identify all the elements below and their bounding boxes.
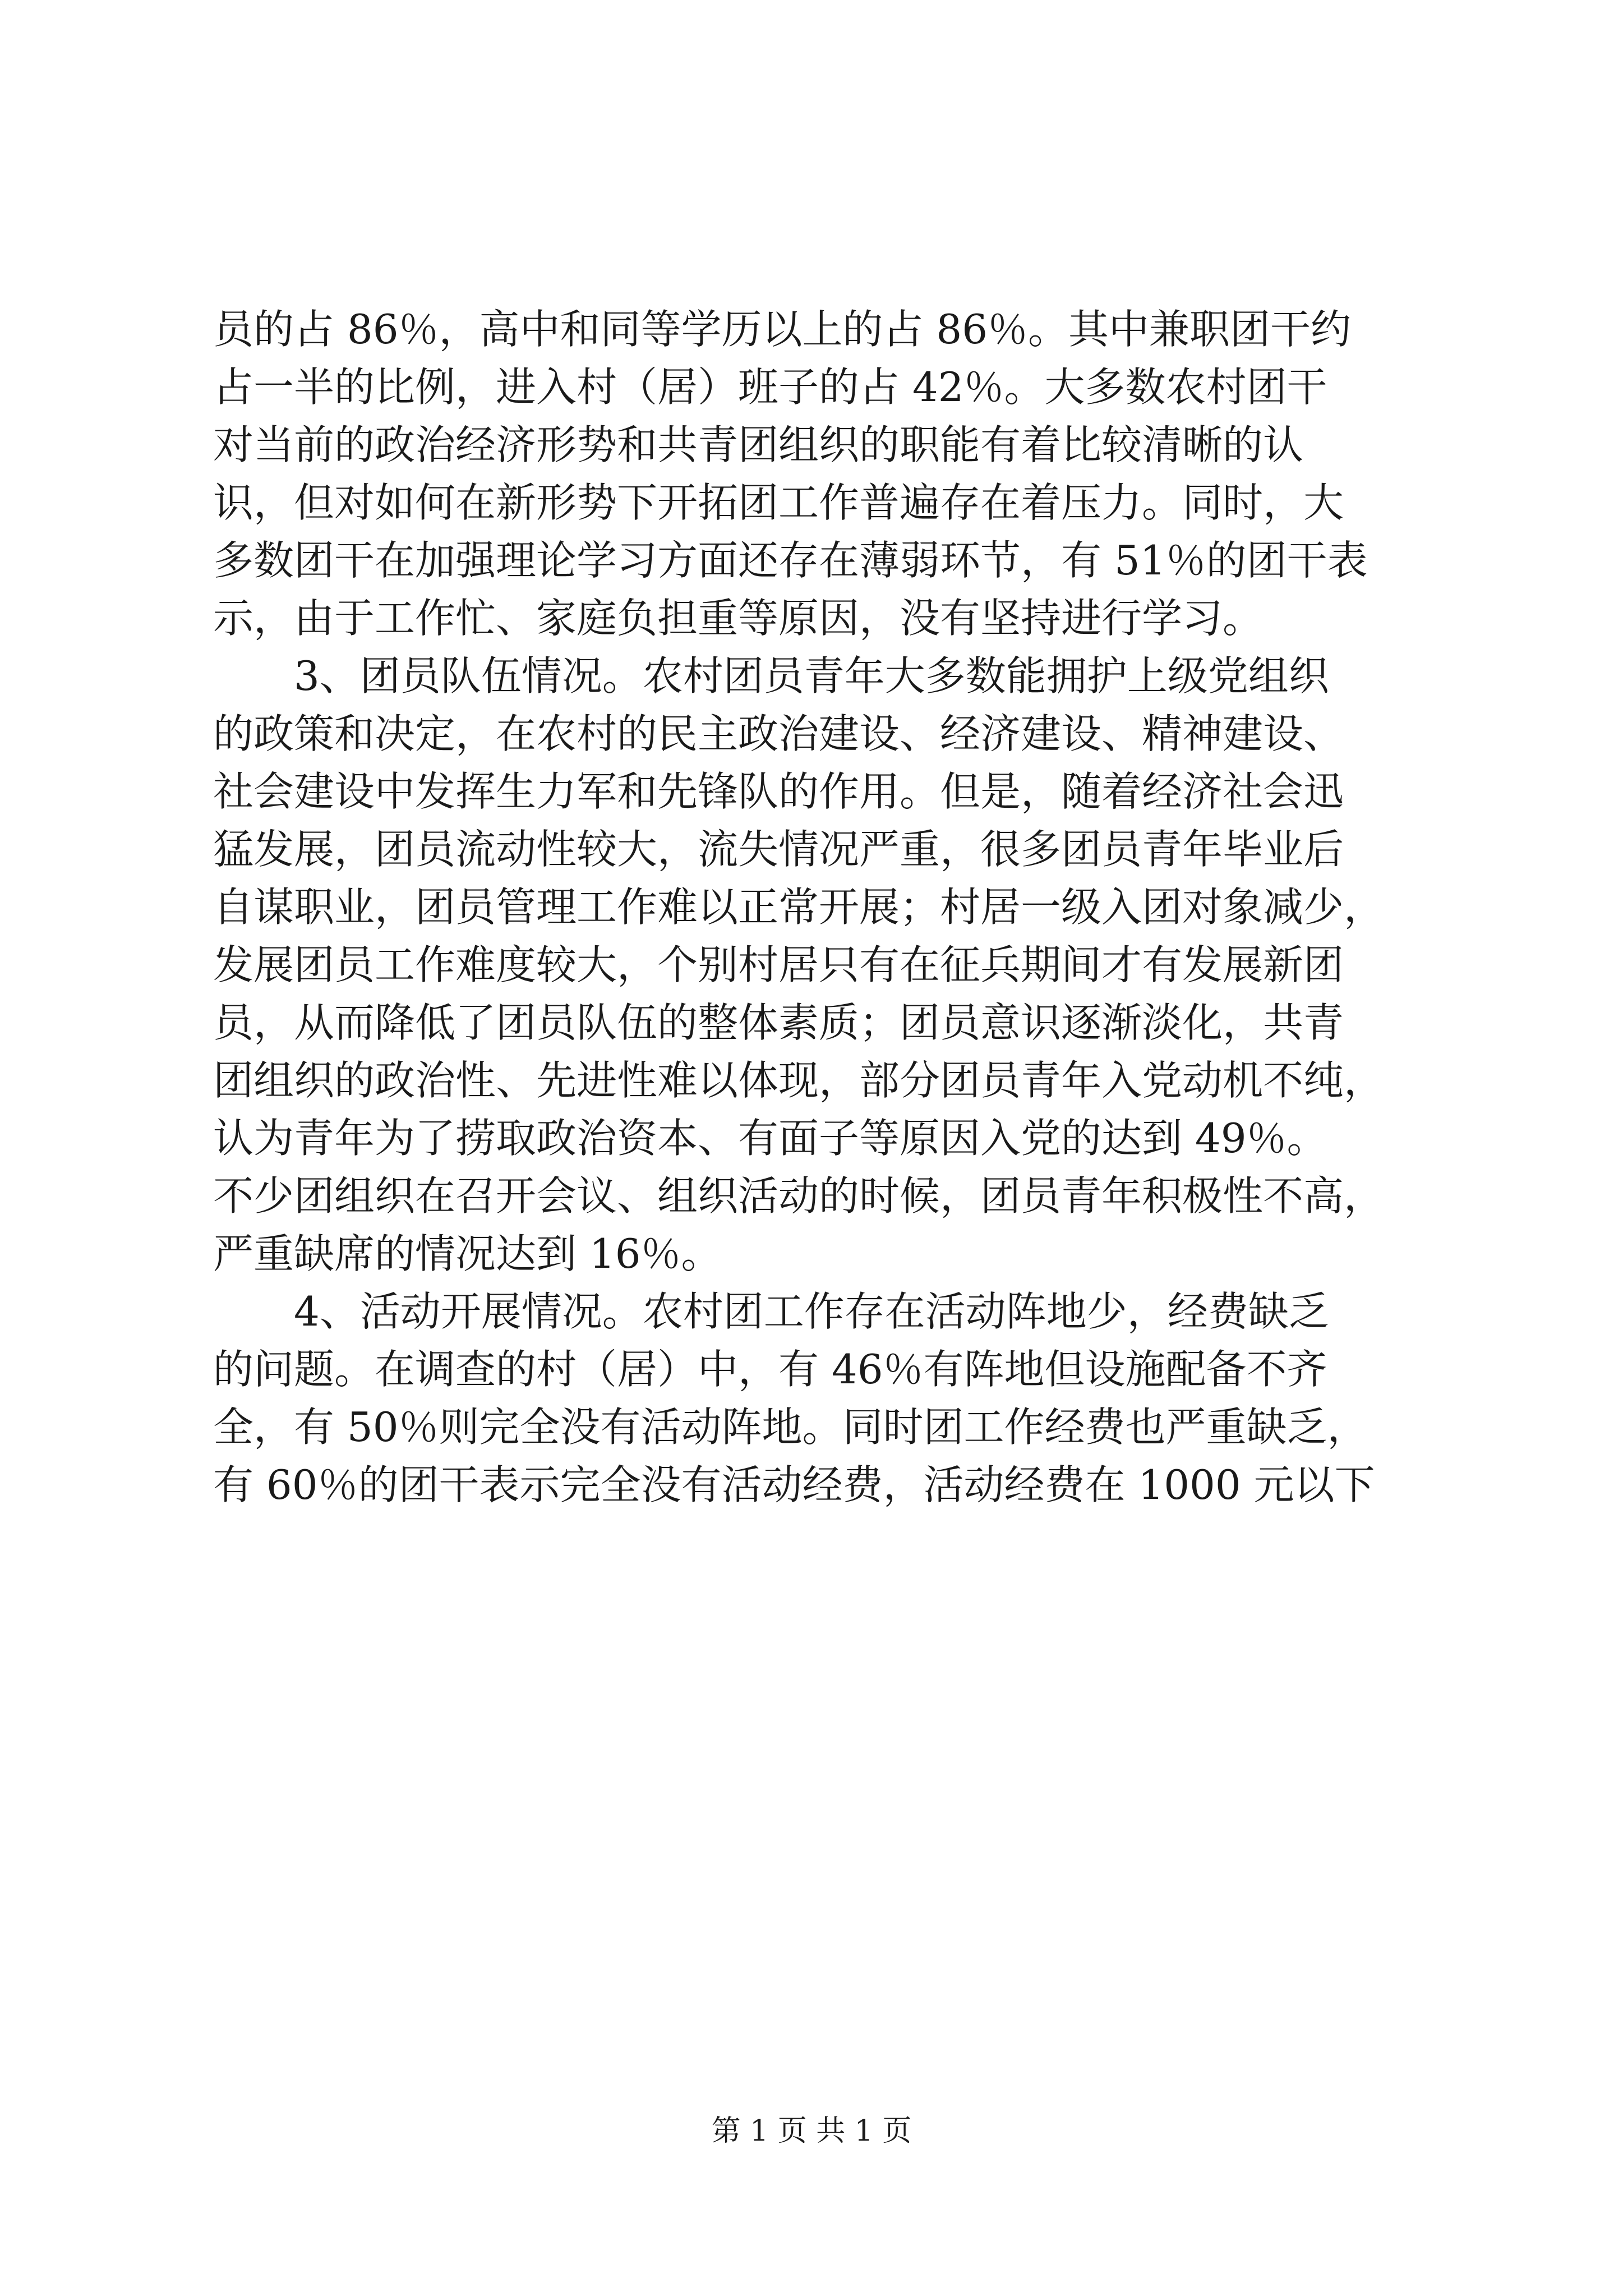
text-line: 认为青年为了捞取政治资本、有面子等原因入党的达到 49％。 [213,1115,1327,1162]
paragraph-4-first-line: 4、活动开展情况。农村团工作存在活动阵地少，经费缺乏 [294,1288,1329,1335]
text-line: 社会建设中发挥生力军和先锋队的作用。但是，随着经济社会迅 [213,768,1344,815]
text-line: 对当前的政治经济形势和共青团组织的职能有着比较清晰的认 [213,421,1304,468]
text-line: 全，有 50％则完全没有活动阵地。同时团工作经费也严重缺乏， [213,1404,1368,1451]
text-line: 的问题。在调查的村（居）中，有 46％有阵地但设施配备不齐 [213,1346,1327,1393]
text-line: 自谋职业，团员管理工作难以正常开展；村居一级入团对象减少， [213,884,1385,931]
text-line: 识，但对如何在新形势下开拓团工作普遍存在着压力。同时，大 [213,479,1344,526]
document-body [213,301,1419,1514]
text-line: 有 60％的团干表示完全没有活动经费，活动经费在 1000 元以下 [213,1461,1375,1508]
text-line: 严重缺席的情况达到 16％。 [213,1230,722,1277]
paragraph-3-first-line: 3、团员队伍情况。农村团员青年大多数能拥护上级党组织 [294,652,1329,700]
text-line: 的政策和决定，在农村的民主政治建设、经济建设、精神建设、 [213,710,1344,757]
text-line: 猛发展，团员流动性较大，流失情况严重，很多团员青年毕业后 [213,826,1344,873]
text-line: 占一半的比例，进入村（居）班子的占 42％。大多数农村团干 [213,364,1327,411]
text-line: 员，从而降低了团员队伍的整体素质；团员意识逐渐淡化，共青 [213,999,1344,1046]
text-line: 多数团干在加强理论学习方面还存在薄弱环节，有 51％的团干表 [213,537,1368,584]
text-line: 员的占 86％，高中和同等学历以上的占 86％。其中兼职团干约 [213,306,1352,353]
text-line: 不少团组织在召开会议、组织活动的时候，团员青年积极性不高， [213,1172,1385,1220]
page-footer: 第 1 页 共 1 页 [711,2114,912,2148]
text-line: 示，由于工作忙、家庭负担重等原因，没有坚持进行学习。 [213,595,1264,642]
text-line: 团组织的政治性、先进性难以体现，部分团员青年入党动机不纯， [213,1057,1385,1104]
text-line: 发展团员工作难度较大，个别村居只有在征兵期间才有发展新团 [213,941,1344,988]
